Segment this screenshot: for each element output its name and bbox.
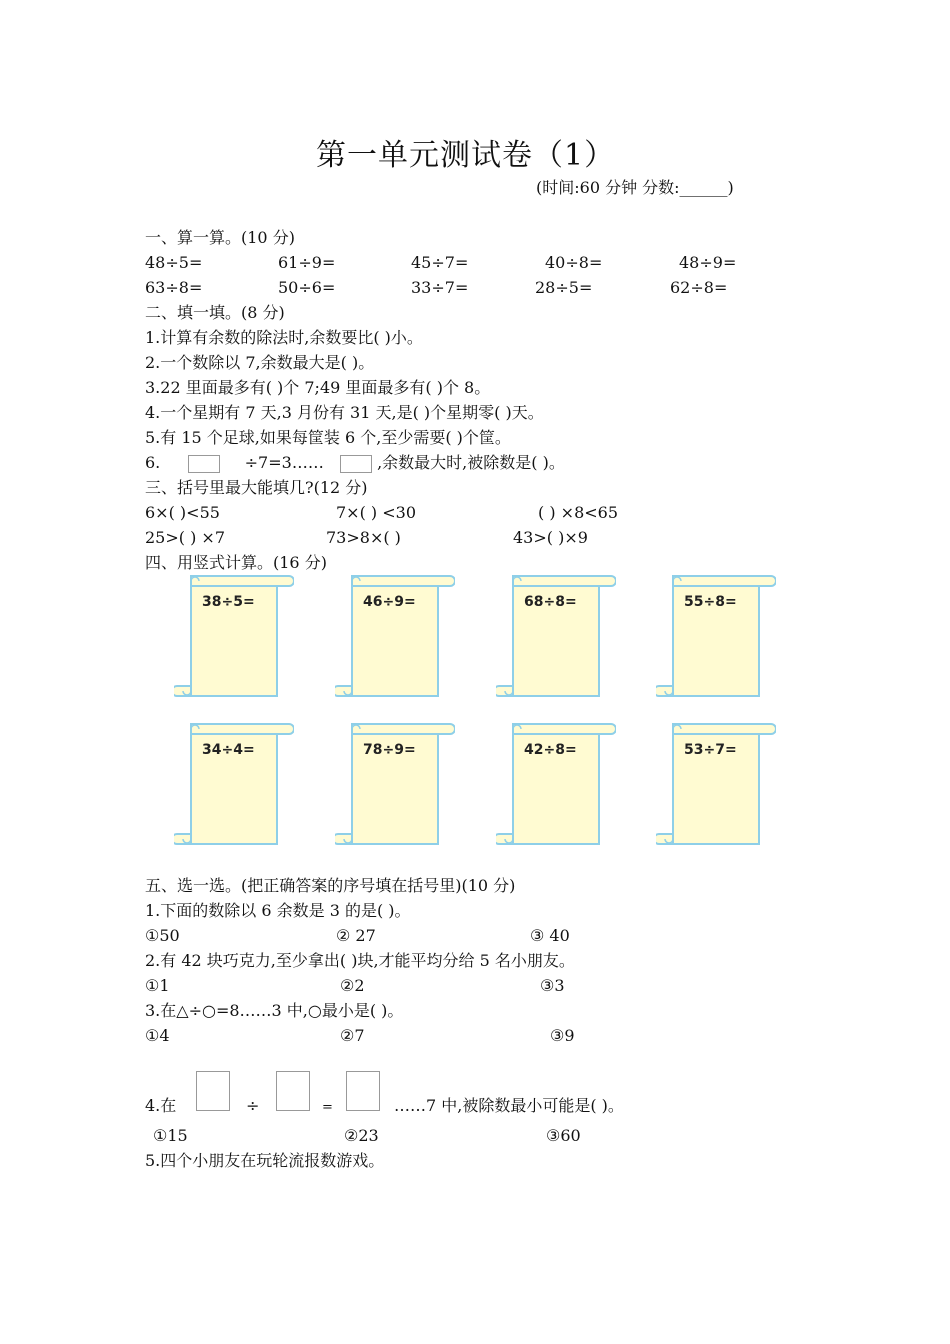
equals-sign: = bbox=[322, 1100, 333, 1115]
choice-option: ①4 bbox=[145, 1026, 170, 1045]
equation-middle: ÷7=3…… bbox=[244, 453, 324, 472]
choice-question-3: 3.在△÷○=8……3 中,○最小是( )。 bbox=[145, 1001, 404, 1020]
vertical-calc-scroll bbox=[496, 572, 616, 702]
choice-option: ③9 bbox=[550, 1026, 575, 1045]
inequality-item: 6×( )<55 bbox=[145, 503, 220, 522]
blank-box[interactable] bbox=[346, 1071, 380, 1111]
choice-option: ③60 bbox=[546, 1126, 581, 1145]
inequality-item: 25>( ) ×7 bbox=[145, 528, 226, 547]
vertical-calc-scroll bbox=[496, 720, 616, 850]
choice-option: ①1 bbox=[145, 976, 170, 995]
calc-item: 40÷8= bbox=[545, 253, 603, 272]
choice-question-5: 5.四个小朋友在玩轮流报数游戏。 bbox=[145, 1151, 385, 1170]
choice-question-4-prefix: 4.在 bbox=[145, 1096, 177, 1115]
inequality-item: ( ) ×8<65 bbox=[538, 503, 619, 522]
blank-box[interactable] bbox=[188, 455, 220, 473]
blank-box[interactable] bbox=[196, 1071, 230, 1111]
scroll-expression: 34÷4= bbox=[202, 742, 255, 758]
fill-question-6 bbox=[145, 453, 565, 473]
scroll-paper bbox=[496, 572, 616, 702]
blank-box[interactable] bbox=[276, 1071, 310, 1111]
inequality-item: 43>( )×9 bbox=[513, 528, 588, 547]
calc-item: 45÷7= bbox=[411, 253, 469, 272]
inequality-item: 7×( ) <30 bbox=[336, 503, 417, 522]
scroll-expression: 46÷9= bbox=[363, 594, 416, 610]
choice-option: ②2 bbox=[340, 976, 365, 995]
fill-question-1: 1.计算有余数的除法时,余数要比( )小。 bbox=[145, 328, 423, 347]
section-1-heading: 一、算一算。(10 分) bbox=[145, 228, 295, 247]
question-tail: ,余数最大时,被除数是( )。 bbox=[377, 453, 565, 472]
scroll-paper bbox=[174, 720, 294, 850]
divisor-box[interactable] bbox=[276, 1071, 310, 1111]
section-4-heading: 四、用竖式计算。(16 分) bbox=[145, 553, 327, 572]
page-title: 第一单元测试卷（1） bbox=[316, 138, 616, 173]
calc-item: 63÷8= bbox=[145, 278, 203, 297]
choice-option: ①50 bbox=[145, 926, 180, 945]
question-number: 6. bbox=[145, 453, 161, 472]
vertical-calc-scroll bbox=[656, 572, 776, 702]
calc-item: 62÷8= bbox=[670, 278, 728, 297]
scroll-paper bbox=[335, 720, 455, 850]
inequality-item: 73>8×( ) bbox=[326, 528, 401, 547]
calc-item: 48÷9= bbox=[679, 253, 737, 272]
choice-option: ②7 bbox=[340, 1026, 365, 1045]
choice-option: ③ 40 bbox=[530, 926, 570, 945]
scroll-expression: 53÷7= bbox=[684, 742, 737, 758]
calc-item: 33÷7= bbox=[411, 278, 469, 297]
quotient-box[interactable] bbox=[346, 1071, 380, 1111]
choice-question-4-tail: ……7 中,被除数最小可能是( )。 bbox=[394, 1096, 624, 1115]
fill-question-3: 3.22 里面最多有( )个 7;49 里面最多有( )个 8。 bbox=[145, 378, 491, 397]
vertical-calc-scroll bbox=[335, 572, 455, 702]
dividend-box[interactable] bbox=[196, 1071, 230, 1111]
scroll-expression: 78÷9= bbox=[363, 742, 416, 758]
fill-question-2: 2.一个数除以 7,余数最大是( )。 bbox=[145, 353, 375, 372]
choice-option: ②23 bbox=[344, 1126, 379, 1145]
time-score-info: (时间:60 分钟 分数:______) bbox=[536, 178, 734, 197]
scroll-paper bbox=[496, 720, 616, 850]
scroll-expression: 42÷8= bbox=[524, 742, 577, 758]
scroll-paper bbox=[656, 720, 776, 850]
fill-question-4: 4.一个星期有 7 天,3 月份有 31 天,是( )个星期零( )天。 bbox=[145, 403, 544, 422]
vertical-calc-scroll bbox=[174, 572, 294, 702]
choice-question-2: 2.有 42 块巧克力,至少拿出( )块,才能平均分给 5 名小朋友。 bbox=[145, 951, 575, 970]
section-3-heading: 三、括号里最大能填几?(12 分) bbox=[145, 478, 368, 497]
scroll-expression: 68÷8= bbox=[524, 594, 577, 610]
blank-box[interactable] bbox=[340, 455, 372, 473]
divide-sign: ÷ bbox=[246, 1096, 260, 1115]
choice-option: ①15 bbox=[153, 1126, 188, 1145]
vertical-calc-scroll bbox=[335, 720, 455, 850]
choice-question-1: 1.下面的数除以 6 余数是 3 的是( )。 bbox=[145, 901, 411, 920]
calc-item: 48÷5= bbox=[145, 253, 203, 272]
calc-item: 61÷9= bbox=[278, 253, 336, 272]
scroll-paper bbox=[335, 572, 455, 702]
calc-item: 50÷6= bbox=[278, 278, 336, 297]
section-5-heading: 五、选一选。(把正确答案的序号填在括号里)(10 分) bbox=[145, 876, 516, 895]
choice-option: ③3 bbox=[540, 976, 565, 995]
choice-option: ② 27 bbox=[336, 926, 376, 945]
calc-item: 28÷5= bbox=[535, 278, 593, 297]
vertical-calc-scroll bbox=[656, 720, 776, 850]
scroll-expression: 55÷8= bbox=[684, 594, 737, 610]
section-2-heading: 二、填一填。(8 分) bbox=[145, 303, 285, 322]
fill-question-5: 5.有 15 个足球,如果每筐装 6 个,至少需要( )个筐。 bbox=[145, 428, 511, 447]
vertical-calc-scroll bbox=[174, 720, 294, 850]
scroll-paper bbox=[174, 572, 294, 702]
scroll-expression: 38÷5= bbox=[202, 594, 255, 610]
scroll-paper bbox=[656, 572, 776, 702]
